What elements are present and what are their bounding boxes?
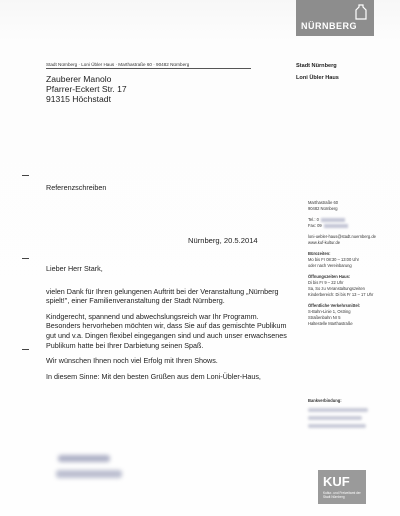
salutation: Lieber Herr Stark, xyxy=(46,264,103,273)
recipient-address xyxy=(46,74,127,104)
recipient-name: Zauberer Manolo xyxy=(46,74,112,84)
org-header xyxy=(296,60,339,84)
fax-line xyxy=(308,223,388,229)
redacted-bank-line xyxy=(308,416,362,420)
sender-address-line: Stadt Nürnberg · Loni Übler Haus · Marthastraße 60 · 90482 Nürnberg xyxy=(46,62,190,67)
redacted-bank-line xyxy=(308,424,366,428)
redacted-phone xyxy=(321,218,345,222)
email-text: loni-uebler-haus@stadt.nuernberg.de xyxy=(308,234,376,239)
web-text: www.kuf-kultur.de xyxy=(308,240,341,245)
redacted-signature xyxy=(58,455,110,462)
letter-body xyxy=(46,264,291,387)
closing: In diesem Sinne: Mit den besten Grüßen aus dem Loni-Übler-Haus, xyxy=(46,371,261,381)
sidebar-online xyxy=(308,234,388,246)
transport-line: S-Bahn-Linie 1, Ostring xyxy=(308,309,351,314)
address-line: 90482 Nürnberg xyxy=(308,206,338,211)
logo-text: NÜRNBERG xyxy=(301,21,358,31)
recipient-city: 91315 Höchstadt xyxy=(46,94,111,104)
fold-mark xyxy=(22,175,29,176)
sidebar-address xyxy=(308,200,388,212)
sidebar-office-hours xyxy=(308,251,388,269)
opening-hours-line: Sa, So zu Veranstaltungszeiten xyxy=(308,286,365,291)
office-hours-line: Mo bis Fr 08:30 – 13:00 Uhr xyxy=(308,257,359,262)
city-emblem-icon xyxy=(354,4,368,20)
opening-hours-line: Kinderbereich: Di bis Fr 13 – 17 Uhr xyxy=(308,292,374,297)
address-line: Marthastraße 60 xyxy=(308,200,339,205)
kuf-logo-subtitle: Kultur- und Freizeitamt der Stadt Nürnberg xyxy=(323,491,361,499)
fold-mark xyxy=(22,258,29,259)
letter-date: Nürnberg, 20.5.2014 xyxy=(188,236,258,245)
office-hours-line: oder nach Vereinbarung xyxy=(308,263,352,268)
opening-hours-line: Di bis Fr 9 – 22 Uhr xyxy=(308,280,344,285)
sender-divider xyxy=(46,68,251,69)
paragraph: Kindgerecht, spannend und abwechslungsreich war Ihr Programm. Besonders hervorheben möchten wir, dass Sie auf das gemischte Publikum gut und v.a. Dingen flexibel eingegangen sind und auch unser erwachsenes Publikum hatte bei Ihrer Darbietung seinen Spaß. xyxy=(46,311,287,350)
sidebar-opening-hours xyxy=(308,274,388,298)
redacted-fax xyxy=(324,224,348,228)
redacted-bank-line xyxy=(308,408,368,412)
sidebar-contact xyxy=(308,217,388,229)
sidebar-info xyxy=(308,200,388,332)
nuernberg-logo xyxy=(296,0,374,36)
fold-mark xyxy=(22,349,29,350)
fax-label: Fax: 09 xyxy=(308,223,322,228)
bank-heading: Bankverbindung: xyxy=(308,398,342,403)
kuf-logo-text: KUF xyxy=(323,474,350,489)
transport-heading: Öffentliche Verkehrsmittel: xyxy=(308,303,361,308)
paragraph: Wir wünschen Ihnen noch viel Erfolg mit Ihren Shows. xyxy=(46,356,218,366)
transport-line: Straßenbahn Nr 5 xyxy=(308,315,341,320)
opening-hours-heading: Öffnungszeiten Haus: xyxy=(308,274,351,279)
kuf-logo xyxy=(318,470,366,504)
recipient-street: Pfarrer-Eckert Str. 17 xyxy=(46,84,127,94)
paragraph: vielen Dank für Ihren gelungenen Auftritt bei der Veranstaltung „Nürnberg spielt!", einer Familienveranstaltung der Stadt Nürnberg. xyxy=(46,286,279,306)
sidebar-transport xyxy=(308,303,388,327)
redacted-name xyxy=(56,470,122,478)
transport-line: Haltestelle Marthastraße xyxy=(308,321,353,326)
office-hours-heading: Bürozeiten: xyxy=(308,251,331,256)
phone-label: Tel.: 0 xyxy=(308,217,319,222)
org-line-city: Stadt Nürnberg xyxy=(296,63,337,69)
org-line-house: Loni Übler Haus xyxy=(296,75,339,81)
letter-subject: Referenzschreiben xyxy=(46,183,107,192)
